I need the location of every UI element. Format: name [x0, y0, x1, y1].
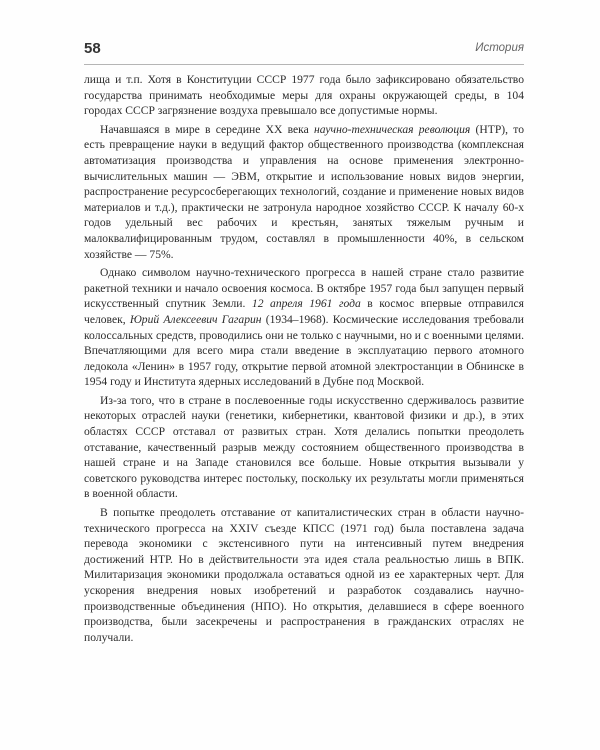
paragraph [84, 265, 524, 390]
header-rule [84, 64, 524, 65]
text-run: лища и т.п. Хотя в Конституции СССР 1977 года было зафиксировано обязательство государства принимать необходимые меры для охраны окружающей среды, в 104 городах СССР загрязнение воздуха превышало все допустимые нормы. [84, 73, 524, 118]
text-run: Начавшаяся в мире в середине XX века [100, 122, 314, 136]
text-run: В попытке преодолеть отставание от капиталистических стран в области научно-технического прогресса на XXIV съезде КПСС (1971 год) была поставлена задача перевода экономики с экстенсивного пути на интенсивный путем внедрения достижений НТР. Но в действительности эта идея стала реальностью лишь в ВПК. Милитаризация экономики продолжала оставаться одной из ее характерных черт. Для ускорения внедрения новых изобретений и разработок создавались научно-производственные объединения (НПО). Но открытия, делавшиеся в сфере военного производства, были засекречены и распространения в гражданских отраслях не получали. [84, 506, 524, 644]
italic-text: 12 апреля 1961 года [251, 297, 361, 311]
running-head: История [475, 42, 524, 54]
text-run: (1934–1968). Космические исследования требовали колоссальных средств, проводились они не только с научными, но и с военными целями. Впечатляющими для всего мира стали введение в эксплуатацию первого атомного ледокола «Ленин» в 1957 году, открытие первой атомной электростанции в Обнинске в 1954 году и Института ядерных исследований в Дубне под Москвой. [84, 312, 525, 389]
text-run: Из-за того, что в стране в послевоенные годы искусственно сдерживалось развитие некоторых отраслей науки (генетики, кибернетики, квантовой физики и др.), в этих областях СССР отставал от развитых стран. Хотя делались попытки преодолеть отставание, качественный разрыв между состоянием общественного производства в нашей стране и на Западе становился все больше. Новые открытия вызывали у советского руководства интерес постольку, поскольку их результаты могли применяться в военной области. [84, 393, 524, 501]
paragraph [84, 393, 524, 502]
paragraph [84, 505, 524, 645]
italic-text: Юрий Алексеевич Гагарин [129, 312, 262, 326]
body-text [84, 72, 524, 648]
page-header [84, 40, 524, 62]
paragraph [84, 122, 524, 262]
text-run: (НТР), то есть превращение науки в ведущий фактор общественного производства (комплексная автоматизация производства и управления на основе применения электронно-вычислительных машин — ЭВМ, открытие и использование новых видов энергии, распространение ресурсосберегающих технологий, создание и применение новых видов материалов и т.д.), практически не затронула народное хозяйство СССР. К началу 60-х годов удельный вес рабочих и крестьян, занятых тяжелым ручным и малоквалифицированным трудом, составлял в промышленности 40%, в сельском хозяйстве — 75%. [84, 122, 524, 261]
paragraph [84, 72, 524, 119]
text-run: Однако символом научно-технического прогресса в нашей стране стало развитие ракетной техники и начало освоения космоса. В октябре 1957 года был запущен первый искусственный спутник Земли. [84, 266, 524, 311]
page-number: 58 [84, 40, 101, 57]
italic-text: научно-техническая революция [314, 122, 471, 136]
text-run: в космос впервые отправился человек, [84, 297, 524, 326]
